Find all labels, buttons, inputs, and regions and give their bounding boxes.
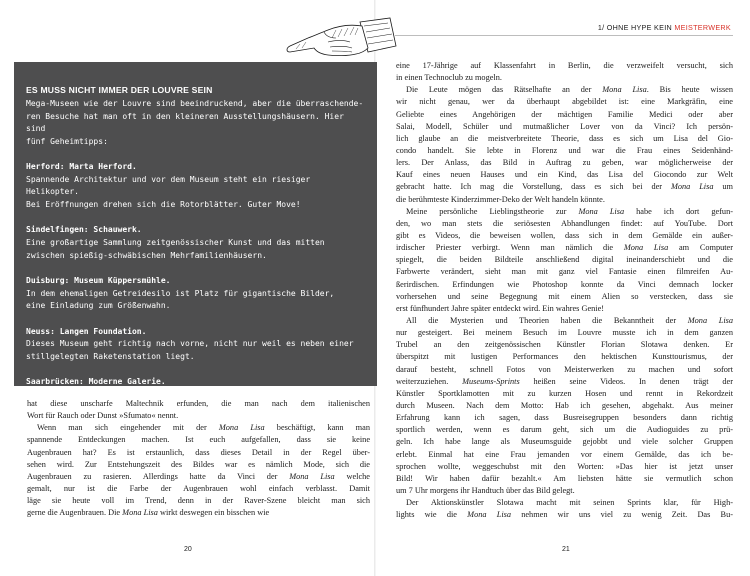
text-line: darauf besteht, schnell Fotos von Meisterwerken zu machen und sofort (396, 364, 733, 374)
tip-text-line: In dem ehemaligen Getreidesilo ist Platz für gigantische Bilder, (26, 288, 335, 298)
text-line: läge sie heute voll im Trend, denn in der Raver-Szene bleicht man sich (27, 496, 370, 506)
sidebar-title: ES MUSS NICHT IMMER DER LOUVRE SEIN (26, 85, 213, 95)
page-number-right: 21 (562, 546, 570, 553)
running-header (591, 23, 731, 32)
text-line: durch Museen. Nach dem Motto: Hab ich gesehen, abgehakt. Aus meiner (396, 400, 733, 410)
text-line: eine 17-Jährige auf Klassenfahrt in Berlin, die verzweifelt versucht, sich (396, 61, 733, 70)
text-line: die berühmteste Kinderzimmer-Deko der Welt handeln könnte. (396, 194, 605, 204)
text-line: in einen Technoclub zu mogeln. (396, 73, 502, 83)
text-line: All die Mysterien und Theorien haben die Bekanntheit der Mona Lisa (406, 315, 733, 325)
tip-text-line: Tolle Sammlung im Museum, toller Kuchen im Café, was will man mehr? (26, 389, 349, 399)
text-line: geln. Ich habe lange als Museumsguide gejobbt und viele solcher Gruppen (396, 437, 733, 447)
text-line: Trubel an den zeitgenössischen Künstler Florian Slotawa denken. Er (396, 340, 733, 350)
text-line: lich glaube an die meistverbreitete Theorie, dass es sich um Lisa del Gio- (396, 133, 733, 143)
text-line: wir nicht genau, wer da überhaupt abgebildet ist: eine Markgräfin, eine (396, 97, 733, 107)
text-line: gemalt, nur ist die Farbe der Augenbrauen wohl einfach verblasst. Damit (27, 483, 370, 493)
tip-neuss (26, 326, 366, 364)
text-line: Der Aktionskünstler Slotawa macht mit seinen Sprints klar, für High- (406, 498, 733, 508)
text-line: nur gesteigert. Bei meinem Besuch im Louvre musste ich in dem ganzen (396, 328, 733, 338)
text-line: Wenn man sich eingehender mit der Mona Lisa beschäftigt, kann man (37, 423, 370, 433)
text-line: irdischer Priester verbirgt. Wenn man nämlich die Mona Lisa am Computer (396, 243, 733, 253)
text-line: Meine persönliche Lieblingstheorie zur Mona Lisa habe ich dort gefun- (406, 206, 733, 216)
tip-text-line: eine Einladung zum Größenwahn. (26, 301, 171, 311)
text-line: lights wie die Mona Lisa nehmen wir uns viel zu wenig Zeit. Das Bu- (396, 510, 733, 520)
tip-duisburg (26, 275, 366, 313)
text-line: sprochen wollte, weggeschubst mit den Worten: »Das hier ist jetzt unser (396, 461, 733, 471)
text-line: Bild! Wir haben dafür bezahlt.« Am liebsten hätte sie vermutlich schon (396, 473, 733, 483)
text-line: Farbwerte verändert, sieht man mit ganz viel Fantasie einen filmreifen Au- (396, 267, 733, 277)
text-line: weiterzuziehen. Museums-Sprints heißen seine Videos. In denen trägt der (396, 376, 733, 386)
text-line: sportlich werden, wenn es darum geht, sich um die Audioguides zu prü- (396, 425, 733, 435)
right-page-body (396, 60, 733, 521)
text-line: ßerirdischen. Erfindungen wie Photoshop konnte da Vinci demnach locker (396, 279, 733, 289)
tip-text-line: Bei Eröffnungen drehen sich die Rotorblätter. Guter Move! (26, 199, 301, 209)
text-line: spiegelt, die beiden Bildteile anschließend digital ineinanderschiebt und die (396, 255, 733, 265)
text-line: spannende Entdeckungen machen. Ist euch aufgefallen, dass sie keine (27, 435, 370, 445)
sidebar-content (26, 84, 366, 401)
tip-name: Neuss: Langen Foundation. (26, 326, 147, 336)
text-line: hat diese unscharfe Maltechnik erfunden, die man nach dem italienischen (27, 399, 370, 408)
text-line: gibt es Videos, die beweisen wollen, dass sich in dem Gemälde ein außer- (396, 230, 733, 240)
text-line: um 7 Uhr morgens ihr Handtuch über das Bild gelegt. (396, 485, 575, 495)
text-line: vorhersehen und seine Begegnung mit einem Alien so verstecken, dass sie (396, 291, 733, 301)
running-header-prefix: 1/ OHNE HYPE KEIN (597, 23, 675, 32)
text-line: Augenbrauen zu rasieren. Allerdings hatte da Vinci der Mona Lisa welche (27, 471, 370, 481)
text-line: gerne die Augenbrauen. Die Mona Lisa wirkt deswegen ein bisschen wie (27, 508, 270, 518)
text-line: erst fünfhundert Jahre später entdeckt wird. Ein wahres Genie! (396, 303, 605, 313)
text-line: erlebt. Einmal hat eine Frau jemanden vor einem Gemälde, das ich be- (396, 449, 733, 459)
tip-name: Sindelfingen: Schauwerk. (26, 225, 142, 235)
sidebar-intro-line: fünf Geheimtipps: (26, 136, 108, 146)
running-header-highlight: MEISTERWERK (674, 23, 731, 32)
text-line: überspitzt mit lustigen Performances den hektischen Kunsttourismus, der (396, 352, 733, 362)
tip-name: Duisburg: Museum Küppersmühle. (26, 275, 171, 285)
text-line: Geliebte eines Angehörigen der mächtigen Familie Medici oder aber (396, 109, 733, 119)
tip-text-line: stillgelegten Raketenstation liegt. (26, 351, 195, 361)
tip-herford (26, 161, 366, 211)
tip-sindelfingen (26, 224, 366, 262)
header-rule (395, 35, 733, 36)
tip-text-line: Spannende Architektur und vor dem Museum steht ein riesiger Helikopter. (26, 174, 311, 197)
text-line: den, wo man stets die seriösesten Abhandlungen findet: auf YouTube. Dort (396, 218, 733, 228)
sidebar-intro-line: Mega-Museen wie der Louvre sind beeindruckend, aber die überraschende- (26, 99, 364, 108)
sidebar-intro-line: ren Besuche hat man oft in den kleineren Ausstellungshäusern. Hier sind (26, 111, 344, 134)
tip-text-line: zwischen spießig-schwäbischen Mehrfamilienhäusern. (26, 250, 267, 260)
tip-name: Herford: Marta Herford. (26, 162, 137, 172)
text-line: Erfahrung kann ich sagen, dass Busreisegruppen besonders dann richtig (396, 413, 733, 423)
text-line: sehen wird. Zur Entstehungszeit des Bildes war es nämlich Mode, sich die (27, 459, 370, 469)
text-line: gebracht hatte. Ich mag die Vorstellung, dass es sich bei der Mona Lisa um (396, 182, 733, 192)
tip-name: Saarbrücken: Moderne Galerie. (26, 377, 166, 387)
tip-text-line: Dieses Museum geht richtig nach vorne, nicht nur weil es neben einer (26, 339, 354, 349)
text-line: condo handelt. Sie lebte in Florenz und war die Frau eines Seidenhänd- (396, 145, 733, 155)
pointing-hand-icon (280, 16, 400, 64)
text-line: Augenbrauen hat? Es ist erstaunlich, dass dieses Detail in der Regel über- (27, 447, 370, 457)
text-line: Kauf eines neuen Hauses und ein Kind, das Lisa del Giocondo zur Welt (396, 170, 733, 180)
sidebar-intro (26, 98, 366, 148)
left-page-body (27, 398, 370, 519)
text-line: Salai, Modell, Schüler und mutmaßlicher Lover von da Vinci? Ich persön- (396, 121, 733, 131)
tip-text-line: Eine großartige Sammlung zeitgenössischer Kunst und das mitten (26, 237, 325, 247)
page-number-left: 20 (184, 546, 192, 553)
text-line: Künstler Sportklamotten mit zu kurzen Hosen und rennt in Rekordzeit (396, 388, 733, 398)
text-line: Die Leute mögen das Rätselhafte an der Mona Lisa. Bis heute wissen (406, 85, 734, 95)
text-line: lers. Der Anlass, das Bild in Auftrag zu geben, war möglicherweise der (396, 158, 733, 168)
text-line: Wort für Rauch oder Dunst »Sfumato« nennt. (27, 411, 179, 421)
